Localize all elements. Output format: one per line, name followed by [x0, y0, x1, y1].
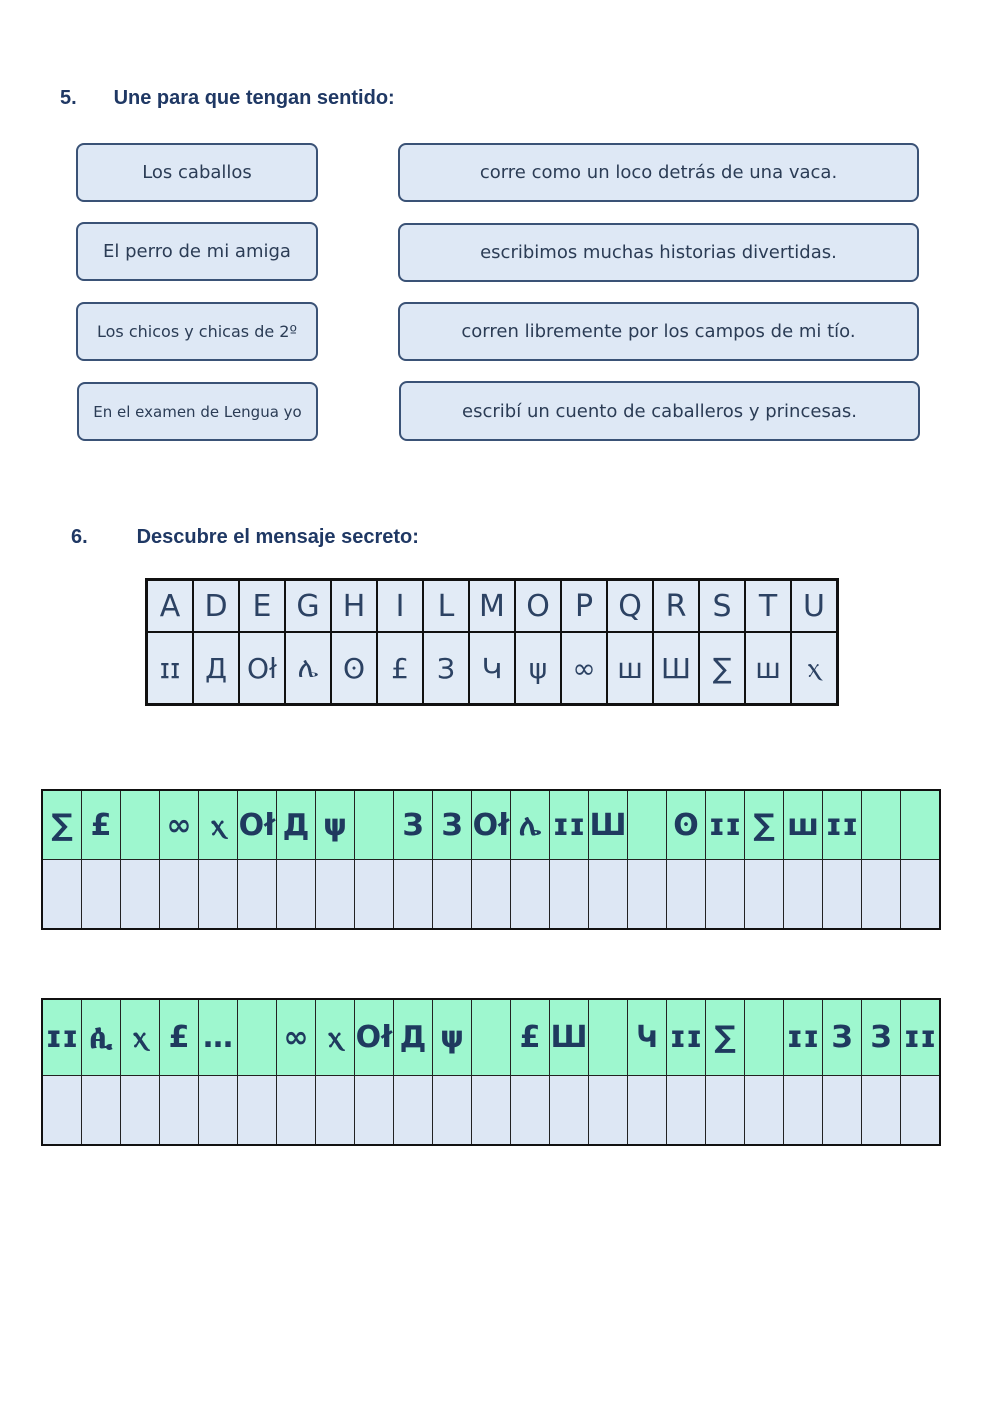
answer-cell[interactable]	[82, 860, 121, 930]
key-letter-cell: I	[377, 580, 423, 633]
code-symbol-cell: Д	[277, 790, 316, 860]
code-symbol-cell	[238, 999, 277, 1076]
code-symbol-cell: ⲭ	[121, 999, 160, 1076]
code-symbol-cell: ∑	[42, 790, 82, 860]
key-symbol-cell: Д	[193, 632, 239, 705]
key-symbol-cell: ꟺ	[745, 632, 791, 705]
exercise-5-title: Une para que tengan sentido:	[113, 87, 395, 109]
code-symbol-cell: ɪɪ	[901, 999, 941, 1076]
answer-cell[interactable]	[862, 1076, 901, 1146]
key-letter-cell: O	[515, 580, 561, 633]
key-symbol-cell: ʘ	[331, 632, 377, 705]
answer-cell[interactable]	[745, 860, 784, 930]
code-symbol-cell: З	[823, 999, 862, 1076]
left-phrase-box[interactable]: Los caballos	[76, 143, 318, 202]
key-letter-cell: U	[791, 580, 838, 633]
exercise-6-number: 6.	[71, 526, 88, 548]
cipher-key-symbols-row	[147, 632, 838, 705]
answer-cell[interactable]	[784, 1076, 823, 1146]
key-symbol-cell: ሌ	[285, 632, 331, 705]
key-letter-cell: Q	[607, 580, 653, 633]
code-symbol-cell: £	[160, 999, 199, 1076]
key-symbol-cell: Ш	[653, 632, 699, 705]
answer-cell[interactable]	[628, 1076, 667, 1146]
code-symbol-cell: З	[862, 999, 901, 1076]
answer-cell[interactable]	[472, 1076, 511, 1146]
code-symbol-cell: Կ	[628, 999, 667, 1076]
answer-cell[interactable]	[706, 860, 745, 930]
key-letter-cell: R	[653, 580, 699, 633]
key-letter-cell: G	[285, 580, 331, 633]
answer-cell[interactable]	[550, 1076, 589, 1146]
secret-message-2-table	[41, 998, 941, 1146]
answer-cell[interactable]	[901, 860, 941, 930]
code-symbol-cell: Оł	[472, 790, 511, 860]
answer-cell[interactable]	[901, 1076, 941, 1146]
exercise-6-title: Descubre el mensaje secreto:	[136, 526, 419, 548]
key-symbol-cell: Оł	[239, 632, 285, 705]
code-symbol-cell: £	[511, 999, 550, 1076]
answer-cell[interactable]	[316, 860, 355, 930]
code-symbol-cell	[901, 790, 941, 860]
key-symbol-cell: ψ	[515, 632, 561, 705]
key-letter-cell: D	[193, 580, 239, 633]
key-symbol-cell: ɪɪ	[147, 632, 194, 705]
key-letter-cell: L	[423, 580, 469, 633]
secret-message-1-code-row	[42, 790, 940, 860]
code-symbol-cell: …	[199, 999, 238, 1076]
answer-cell[interactable]	[42, 1076, 82, 1146]
key-symbol-cell: £	[377, 632, 423, 705]
secret-message-2-code-row	[42, 999, 940, 1076]
key-symbol-cell: ∑	[699, 632, 745, 705]
secret-message-2-answer-row	[42, 1076, 940, 1146]
key-letter-cell: A	[147, 580, 194, 633]
code-symbol-cell	[589, 999, 628, 1076]
exercise-5-heading	[60, 87, 395, 110]
key-letter-cell: H	[331, 580, 377, 633]
secret-message-1-answer-row	[42, 860, 940, 930]
answer-cell[interactable]	[82, 1076, 121, 1146]
answer-cell[interactable]	[589, 1076, 628, 1146]
answer-cell[interactable]	[706, 1076, 745, 1146]
code-symbol-cell: ⲭ	[316, 999, 355, 1076]
answer-cell[interactable]	[784, 860, 823, 930]
code-symbol-cell	[862, 790, 901, 860]
code-symbol-cell: Оł	[238, 790, 277, 860]
answer-cell[interactable]	[667, 1076, 706, 1146]
code-symbol-cell: ⲭ	[199, 790, 238, 860]
code-symbol-cell: ɪɪ	[42, 999, 82, 1076]
cipher-key-letters-row	[147, 580, 838, 633]
code-symbol-cell: Ш	[550, 999, 589, 1076]
exercise-6-heading	[71, 526, 419, 549]
code-symbol-cell: ꬂ	[82, 999, 121, 1076]
code-symbol-cell: Д	[394, 999, 433, 1076]
code-symbol-cell: ∞	[160, 790, 199, 860]
code-symbol-cell: З	[394, 790, 433, 860]
answer-cell[interactable]	[472, 860, 511, 930]
answer-cell[interactable]	[511, 860, 550, 930]
answer-cell[interactable]	[628, 860, 667, 930]
answer-cell[interactable]	[355, 1076, 394, 1146]
answer-cell[interactable]	[42, 860, 82, 930]
key-letter-cell: E	[239, 580, 285, 633]
key-symbol-cell: ⲭ	[791, 632, 838, 705]
answer-cell[interactable]	[550, 860, 589, 930]
exercise-5-number: 5.	[60, 87, 77, 109]
answer-cell[interactable]	[160, 860, 199, 930]
code-symbol-cell: ψ	[433, 999, 472, 1076]
code-symbol-cell: ɪɪ	[823, 790, 862, 860]
answer-cell[interactable]	[277, 1076, 316, 1146]
key-letter-cell: M	[469, 580, 515, 633]
answer-cell[interactable]	[511, 1076, 550, 1146]
left-phrase-box[interactable]: Los chicos y chicas de 2º	[76, 302, 318, 361]
cipher-key-table	[145, 578, 839, 706]
answer-cell[interactable]	[121, 860, 160, 930]
code-symbol-cell: ʘ	[667, 790, 706, 860]
answer-cell[interactable]	[121, 1076, 160, 1146]
left-phrase-box[interactable]: El perro de mi amiga	[76, 222, 318, 281]
answer-cell[interactable]	[394, 1076, 433, 1146]
code-symbol-cell: ∞	[277, 999, 316, 1076]
answer-cell[interactable]	[316, 1076, 355, 1146]
code-symbol-cell: £	[82, 790, 121, 860]
code-symbol-cell	[628, 790, 667, 860]
answer-cell[interactable]	[199, 860, 238, 930]
answer-cell[interactable]	[745, 1076, 784, 1146]
left-phrase-box[interactable]: En el examen de Lengua yo	[77, 382, 318, 441]
code-symbol-cell: ɪɪ	[706, 790, 745, 860]
code-symbol-cell: З	[433, 790, 472, 860]
answer-cell[interactable]	[823, 860, 862, 930]
answer-cell[interactable]	[862, 860, 901, 930]
code-symbol-cell: Оł	[355, 999, 394, 1076]
answer-cell[interactable]	[667, 860, 706, 930]
key-symbol-cell: З	[423, 632, 469, 705]
answer-cell[interactable]	[277, 860, 316, 930]
secret-message-1-table	[41, 789, 941, 930]
key-symbol-cell: Կ	[469, 632, 515, 705]
answer-cell[interactable]	[238, 1076, 277, 1146]
answer-cell[interactable]	[433, 1076, 472, 1146]
code-symbol-cell: ሌ	[511, 790, 550, 860]
code-symbol-cell: ꟺ	[784, 790, 823, 860]
code-symbol-cell	[472, 999, 511, 1076]
key-letter-cell: P	[561, 580, 607, 633]
right-phrase-box[interactable]: corren libremente por los campos de mi tío.	[398, 302, 919, 361]
code-symbol-cell: ɪɪ	[784, 999, 823, 1076]
key-letter-cell: T	[745, 580, 791, 633]
key-symbol-cell: ∞	[561, 632, 607, 705]
code-symbol-cell	[355, 790, 394, 860]
right-phrase-box[interactable]: corre como un loco detrás de una vaca.	[398, 143, 919, 202]
code-symbol-cell: ɪɪ	[550, 790, 589, 860]
code-symbol-cell: ψ	[316, 790, 355, 860]
answer-cell[interactable]	[433, 860, 472, 930]
code-symbol-cell: ∑	[745, 790, 784, 860]
answer-cell[interactable]	[394, 860, 433, 930]
code-symbol-cell: Ш	[589, 790, 628, 860]
right-phrase-box[interactable]: escribimos muchas historias divertidas.	[398, 223, 919, 282]
code-symbol-cell: ɪɪ	[667, 999, 706, 1076]
answer-cell[interactable]	[160, 1076, 199, 1146]
code-symbol-cell: ∑	[706, 999, 745, 1076]
right-phrase-box[interactable]: escribí un cuento de caballeros y princesas.	[399, 381, 920, 441]
key-symbol-cell: ꟺ	[607, 632, 653, 705]
code-symbol-cell	[121, 790, 160, 860]
answer-cell[interactable]	[823, 1076, 862, 1146]
answer-cell[interactable]	[199, 1076, 238, 1146]
answer-cell[interactable]	[238, 860, 277, 930]
code-symbol-cell	[745, 999, 784, 1076]
answer-cell[interactable]	[589, 860, 628, 930]
answer-cell[interactable]	[355, 860, 394, 930]
key-letter-cell: S	[699, 580, 745, 633]
